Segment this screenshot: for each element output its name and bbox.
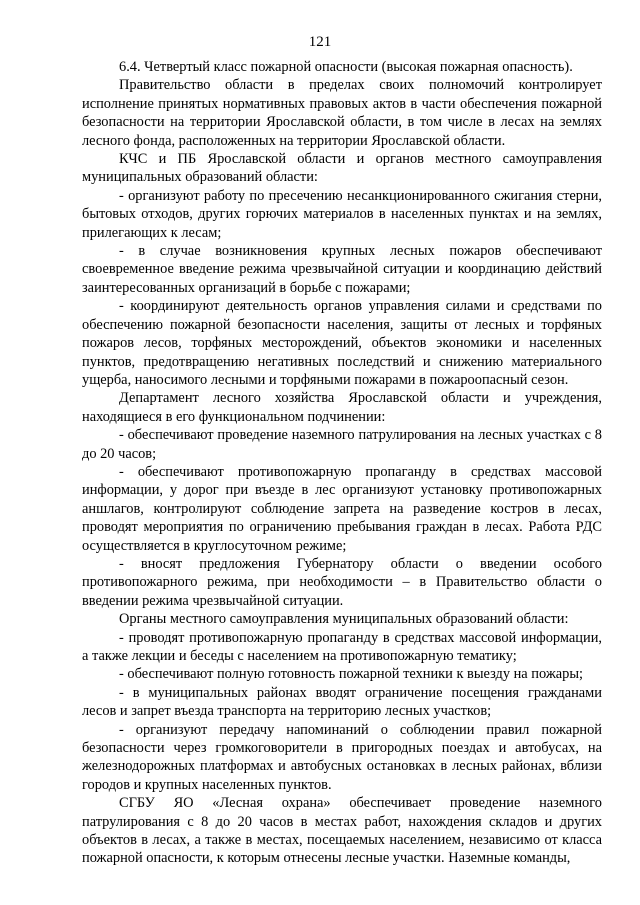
paragraph: Департамент лесного хозяйства Ярославской области и учреждения, находящиеся в его функциональном подчинении: bbox=[82, 390, 602, 425]
body-text bbox=[82, 58, 602, 868]
list-item: - в муниципальных районах вводят ограничение посещения гражданами лесов и запрет въезда транспорта на территорию лесных участков; bbox=[82, 684, 602, 720]
list-item: - обеспечивают противопожарную пропаганду в средствах массовой информации, у дорог при въезде в лес организуют установку противопожарных аншлагов, контролируют соблюдение запрета на разведение костров в лесах, проводят мероприятия по ограничению пребывания граждан в лесах. Работа РДС осуществляется в круглосуточном режиме; bbox=[82, 463, 602, 554]
list-item: - обеспечивают полную готовность пожарной техники к выезду на пожары; bbox=[119, 666, 584, 683]
list-item: - обеспечивают проведение наземного патрулирования на лесных участках с 8 до 20 часов; bbox=[82, 427, 602, 462]
paragraph: СГБУ ЯО «Лесная охрана» обеспечивает проведение наземного патрулирования с 8 до 20 часов в местах работ, нахождения складов и других объектов в лесах, а также в местах, посещаемых населением, независимо от класса пожарной опасности, к которым отнесены лесные участки. Наземные команды, bbox=[82, 795, 602, 867]
list-item: - вносят предложения Губернатору области о введении особого противопожарного режима, при необходимости – в Правительство области о введении режима чрезвычайной ситуации. bbox=[82, 555, 602, 609]
section-heading: 6.4. Четвертый класс пожарной опасности (высокая пожарная опасность). bbox=[119, 59, 573, 75]
list-item: - координируют деятельность органов управления силами и средствами по обеспечению пожарной безопасности населения, защиты от лесных и торфяных пожаров лесов, торфяных месторождений, объектов экономики и населенных пунктов, предотвращению негативных последствий и снижению материального ущерба, наносимого лесными и торфяными пожарами в пожароопасный сезон. bbox=[82, 298, 602, 388]
list-item: - в случае возникновения крупных лесных пожаров обеспечивают своевременное введение режима чрезвычайной ситуации и координацию действий заинтересованных организаций в борьбе с пожарами; bbox=[82, 243, 602, 296]
page-number: 121 bbox=[308, 34, 332, 50]
paragraph: Органы местного самоуправления муниципальных образований области: bbox=[119, 611, 569, 628]
list-item: - проводят противопожарную пропаганду в средствах массовой информации, а также лекции и беседы с населением на противопожарную тематику; bbox=[82, 629, 602, 664]
list-item: - организуют передачу напоминаний о соблюдении правил пожарной безопасности через громкоговорители в пригородных поездах и автобусах, на железнодорожных платформах и автобусных остановках в лесных районах, вблизи городов и крупных населенных пунктов. bbox=[82, 721, 602, 793]
paragraph: Правительство области в пределах своих полномочий контролирует исполнение принятых нормативных правовых актов в части обеспечения пожарной безопасности на территории Ярославской области, в том числе в лесах на землях лесного фонда, расположенных на территории Ярославской области. bbox=[82, 77, 602, 149]
paragraph: КЧС и ПБ Ярославской области и органов местного самоуправления муниципальных образований области: bbox=[82, 151, 602, 186]
list-item: - организуют работу по пресечению несанкционированного сжигания стерни, бытовых отходов, других горючих материалов в населенных пунктах и на землях, прилегающих к лесам; bbox=[82, 187, 602, 241]
